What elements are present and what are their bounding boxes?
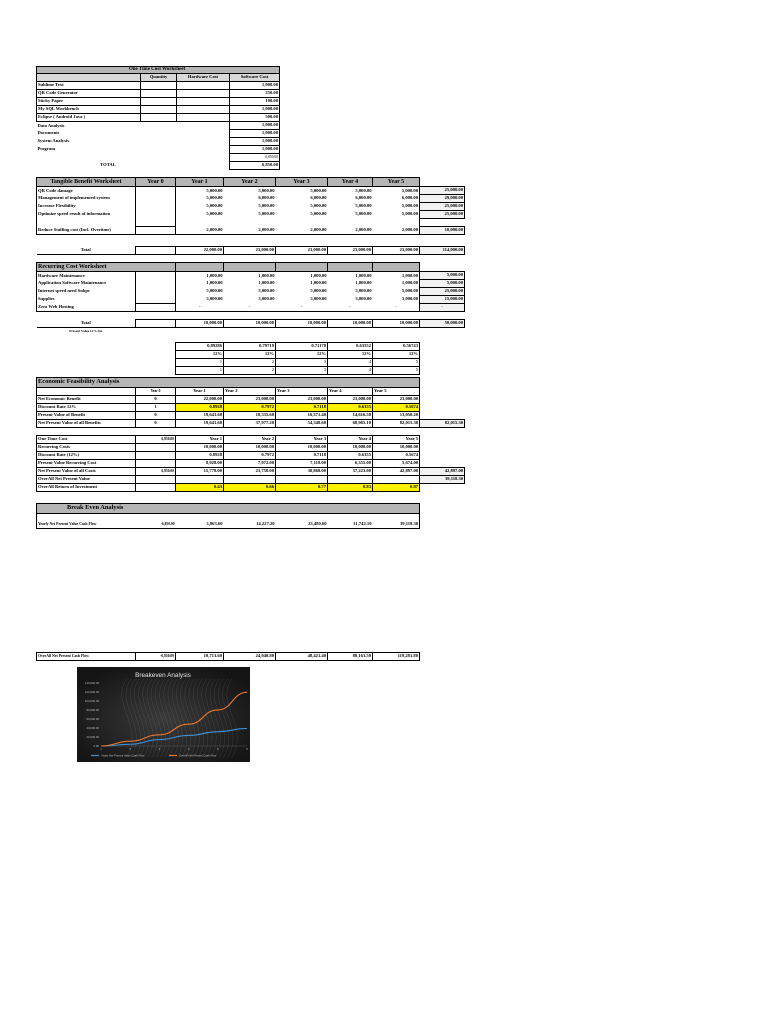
- table-row: System Analysis 1,000.00: [37, 138, 280, 146]
- x-tick-label: 6: [246, 747, 248, 751]
- breakeven-chart-svg: [77, 667, 250, 762]
- col-hardware: Hardware Cost: [177, 74, 230, 82]
- table-row: One Time Cost 6,850.00 Year 1 Year 2 Year 3 Year 4 Year 5: [37, 436, 465, 444]
- y-tick-label: 120,000.00: [85, 690, 99, 695]
- y-tick-label: 140,000.00: [85, 681, 99, 686]
- table-row: Yearly Net Present Value Cash Flow -6,850.00 3,863.60 14,227.20 23,480.60 31,742.10 39,118.30: [37, 521, 420, 529]
- x-tick-label: 2: [129, 747, 131, 751]
- subtotal-value: 6,850.00: [230, 154, 280, 162]
- table-row: Reduce Staffing cost (Incl. Overtime) 2,000.00 2,000.00 2,000.00 2,000.00 2,000.00 10,000.00: [37, 227, 465, 235]
- x-tick-label: 1: [100, 747, 102, 751]
- table-row: 1 2 3 4 5: [37, 359, 465, 367]
- table-row: Sublime Text 1,000.00: [37, 82, 280, 90]
- economic-title: Economic Feasibility Analysis: [37, 378, 420, 388]
- table-row: OverAll Net Present Value 39,118.30: [37, 476, 465, 484]
- table-row: Internet speed need Subps 5,000.00 5,000.00 5,000.00 5,000.00 5,000.00 25,000.00: [37, 288, 465, 296]
- table-row: 1 2 3 4 5: [37, 367, 465, 375]
- col-software: Software Cost: [230, 74, 280, 82]
- table-row: Zero Web Hosting - - - - - -: [37, 304, 465, 312]
- y-tick-label: 20,000.00: [86, 735, 99, 740]
- legend-label: Yearly Net Present Value Cash Flow: [101, 754, 145, 758]
- x-tick-label: 4: [187, 747, 190, 751]
- table-row: Net Present Value of all Costs 6,850.00 15,778.00 23,750.00 30,868.00 37,223.00 42,897.00 42,897.00: [37, 468, 465, 476]
- table-row: Program 1,000.00: [37, 146, 280, 154]
- table-row: QR Code damage 5,000.00 5,000.00 5,000.00 5,000.00 5,000.00 25,000.00: [38, 187, 463, 193]
- table-row: Present Value of Benefit 0 19,641.60 18,335.60 16,371.40 14,616.50 13,050.20: [37, 412, 465, 420]
- table-row: OverAll Net Present Cash Flow -6,850.00 10,713.60 24,940.80 48,421.40 80,163.50 119,281.80: [37, 653, 420, 661]
- overall-cashflow-table: [36, 652, 420, 661]
- table-row: My SQL Workbench 1,000.00: [37, 106, 280, 114]
- table-row: Discount Rate 12% 1 0.8928 0.7972 0.7118 0.6355 0.5674: [37, 404, 465, 412]
- table-row: 0.89286 0.79719 0.71178 0.63552 0.56743: [37, 343, 465, 351]
- y-tick-label: 0.00: [93, 744, 99, 749]
- economic-feasibility-table: Economic Feasibility Analysis Year 0 Year 1 Year 2 Year 3 Year 4 Year 5 Net Economic Benefit 0 22,000.00 23,000.00 23,000.00 23,000.00 23,000.00 Discount Rate 12% 1 0.8928 0.7972 0.7118 0.6355 0.5674 Present Value of Benefit 0 19,641.60 18,335.60 16,371.40 14,616.50 13,050.20 Net Present Value of all Benefits 0 19,641.60 37,977.20 54,348.60 68,965.10 82,015.30 82,015.30 One Time Cost 6,850.00 Year 1 Year 2 Year 3 Year 4 Year 5 Recurring Costs 10,000.00 10,000.00 10,000.00 10,000.00 10,000.00 Discount Rate (12%) 0.8928 0.7972 0.7118 0.6355 0.5674 Present Value Recurring Cost 8,928.00 7,972.00 7,118.00 6,355.00 5,674.00 Net Present Value of all Costs 6,850.00 15,778.00 23,750.00 30,868.00 37,223.00 42,897.00 42,897.00 OverAll Net Present Value 39,118.30 OverAll Return of Investment 0.43 0.66 0.77 0.83 0.87: [36, 377, 465, 492]
- table-row: 12% 12% 12% 12% 12%: [37, 351, 465, 359]
- table-row: Optimize speed result of information 5,000.00 5,000.00 5,000.00 5,000.00 5,000.00 25,000.00: [37, 211, 465, 219]
- table-row: QR Code Generator 250.00: [37, 90, 280, 98]
- x-tick-label: 5: [217, 747, 219, 751]
- x-tick-label: 3: [158, 747, 161, 751]
- breakeven-title: Break Even Analysis: [37, 504, 420, 514]
- col-quantity: Quantity: [141, 74, 177, 82]
- total-value: 6,850.00: [230, 162, 280, 170]
- y-tick-label: 40,000.00: [86, 726, 99, 731]
- table-row: Total 10,000.00 10,000.00 10,000.00 10,000.00 10,000.00 50,000.00: [37, 320, 465, 328]
- y-tick-label: 60,000.00: [86, 717, 99, 722]
- breakeven-table: [36, 503, 420, 529]
- table-row: Management of implemented system 5,000.00 6,000.00 6,000.00 6,000.00 6,000.00 29,000.00: [37, 195, 465, 203]
- table-row: Present Value Recurring Cost 8,928.00 7,972.00 7,118.00 6,355.00 5,674.00: [37, 460, 465, 468]
- table-row: Discount Rate (12%) 0.8928 0.7972 0.7118 0.6355 0.5674: [37, 452, 465, 460]
- table-row: Documents 1,000.00: [37, 130, 280, 138]
- recurring-cost-table: [36, 262, 465, 375]
- table-row: Total 22,000.00 23,000.00 23,000.00 23,000.00 23,000.00 114,000.00: [37, 247, 465, 255]
- table-row: Hardware Maintenance 1,000.00 1,000.00 1,000.00 1,000.00 1,000.00 5,000.00: [38, 272, 463, 278]
- legend-label: OverAll Net Present Cash Flow: [179, 754, 217, 758]
- y-tick-label: 80,000.00: [86, 708, 99, 713]
- table-row: Net Present Value of all Benefits 0 19,641.60 37,977.20 54,348.60 68,965.10 82,015.30 82,015.30: [37, 420, 465, 428]
- breakeven-chart: [77, 667, 250, 762]
- table-row: Data Analysis 1,000.00: [37, 122, 278, 128]
- pv-label: Present Value 12% Int.: [69, 329, 103, 334]
- table-row: Recurring Costs 10,000.00 10,000.00 10,000.00 10,000.00 10,000.00: [37, 444, 465, 452]
- table-row: Eclipse ( Android Java ) 500.00: [37, 114, 280, 122]
- table-row: Net Economic Benefit 0 22,000.00 23,000.00 23,000.00 23,000.00 23,000.00: [37, 396, 465, 404]
- tangible-title: Tangible Benefit Worksheet: [37, 178, 136, 187]
- one-time-table: [36, 73, 280, 170]
- recurring-title: Recurring Cost Worksheet: [37, 263, 176, 272]
- table-row: Application Software Maintenance 1,000.00 1,000.00 1,000.00 1,000.00 1,000.00 5,000.00: [37, 280, 465, 288]
- y-tick-label: 100,000.00: [85, 699, 99, 704]
- table-row: Supplies 3,000.00 3,000.00 3,000.00 3,000.00 3,000.00 15,000.00: [37, 296, 465, 304]
- table-row: Sticky Paper 100.00: [37, 98, 280, 106]
- total-label: TOTAL: [100, 162, 116, 168]
- tangible-benefit-table: Tangible Benefit Worksheet Year 0 Year 1 Year 2 Year 3 Year 4 Year 5 QR Code damage 5,000.00 5,000.00 5,000.00 5,000.00 5,000.00 25,000.00 Management of implemented system 5,000.00 6,000.00 6,000.00 6,000.00 6,000.00 29,000.00 Increase Flexibility 5,000.00 5,000.00 5,000.00 5,000.00 5,000.00 25,000.00 Optimize speed result of information 5,000.00 5,000.00 5,000.00 5,000.00 5,000.00 25,000.00 Reduce Staffing cost (Incl. Overtime) 2,000.00 2,000.00 2,000.00 2,000.00 2,000.00 10,000.00 Total 22,000.00 23,000.00 23,000.00 23,000.00 23,000.00 114,000.00: [36, 177, 465, 255]
- table-row: Increase Flexibility 5,000.00 5,000.00 5,000.00 5,000.00 5,000.00 25,000.00: [37, 203, 465, 211]
- one-time-title: One Time Cost Worksheet: [128, 67, 186, 72]
- chart-title: Breakeven Analysis: [135, 672, 191, 679]
- table-row: OverAll Return of Investment 0.43 0.66 0.77 0.83 0.87: [37, 484, 465, 492]
